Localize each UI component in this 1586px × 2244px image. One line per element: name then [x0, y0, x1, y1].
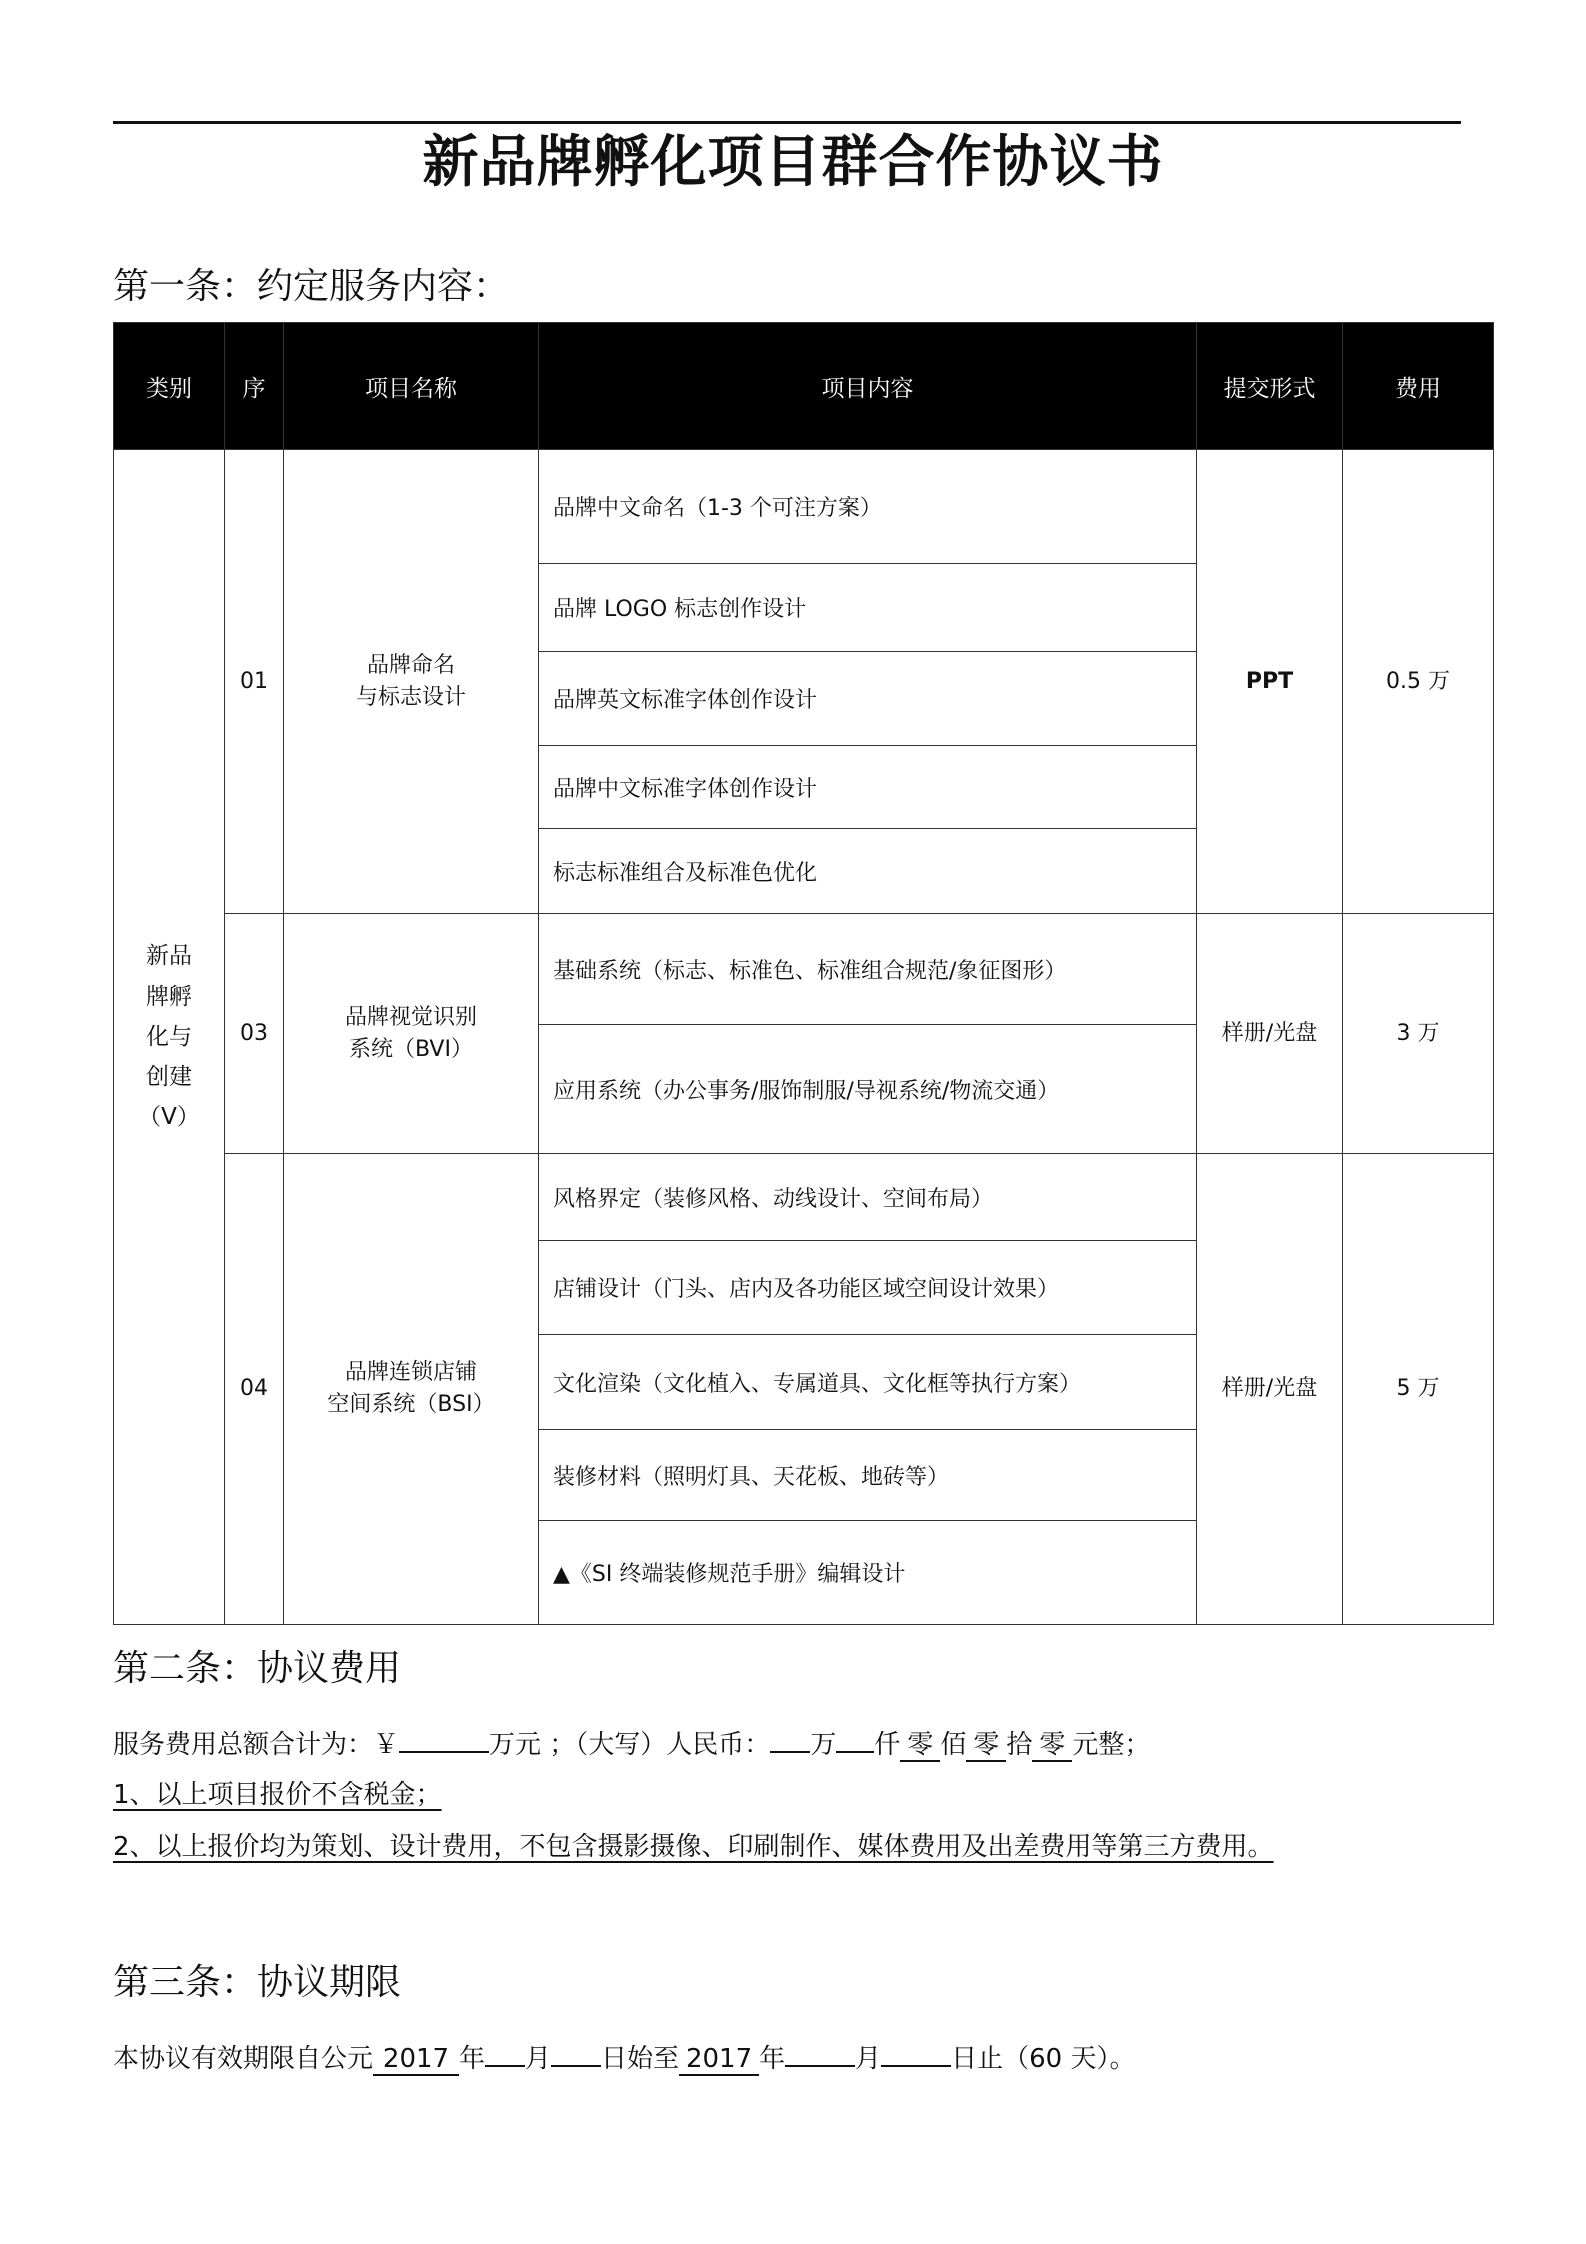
content-item: 标志标准组合及标准色优化: [539, 829, 1197, 914]
bai-label: 佰: [940, 1730, 967, 1760]
term-line: [113, 2038, 1135, 2076]
header-format: 提交形式: [1197, 323, 1343, 450]
table-row: [114, 450, 1494, 564]
project-name-line: 品牌连锁店铺: [344, 1360, 477, 1386]
nian-label: 年: [459, 2044, 486, 2074]
fee-amount-blank: [399, 1751, 489, 1753]
project-name-line: 系统（BVI）: [349, 1036, 473, 1062]
nian-label: 年: [759, 2044, 786, 2074]
fee-unit: 万元: [489, 1730, 542, 1760]
category-line: 新品: [146, 943, 192, 970]
section3-heading: 第三条：协议期限: [113, 1962, 402, 2003]
table-row: [114, 914, 1494, 1025]
end-year: 2017: [679, 2045, 759, 2076]
wan-label: 万: [810, 1730, 837, 1760]
format-cell: 样册/光盘: [1197, 1154, 1343, 1625]
content-item: 装修材料（照明灯具、天花板、地砖等）: [539, 1430, 1197, 1521]
yuan-value: 零: [1032, 1731, 1072, 1762]
content-item: 基础系统（标志、标准色、标准组合规范/象征图形）: [539, 914, 1197, 1025]
section2-heading: 第二条：协议费用: [113, 1648, 402, 1689]
qian-blank: [836, 1751, 874, 1753]
category-line: 化与: [146, 1023, 192, 1050]
seq-cell: 03: [225, 914, 284, 1154]
content-item: 店铺设计（门头、店内及各功能区域空间设计效果）: [539, 1241, 1197, 1335]
content-item: 应用系统（办公事务/服饰制服/导视系统/物流交通）: [539, 1025, 1197, 1154]
table-row: [114, 1154, 1494, 1241]
content-item: 品牌中文标准字体创作设计: [539, 746, 1197, 829]
project-name-cell: [284, 1154, 539, 1625]
content-item: 文化渲染（文化植入、专属道具、文化框等执行方案）: [539, 1335, 1197, 1430]
end-day-blank: [881, 2065, 951, 2067]
category-line: 牌孵: [146, 983, 192, 1010]
fee-total-line: [113, 1724, 1150, 1762]
shi-value: 零: [966, 1731, 1006, 1762]
project-name-cell: [284, 450, 539, 914]
content-item: 品牌 LOGO 标志创作设计: [539, 564, 1197, 652]
project-name-line: 与标志设计: [355, 684, 466, 710]
content-item: 品牌中文命名（1-3 个可注方案）: [539, 450, 1197, 564]
start-suffix: 日始至: [601, 2044, 680, 2074]
table-header-row: [114, 323, 1494, 450]
project-name-cell: [284, 914, 539, 1154]
fee-cell: 5 万: [1343, 1154, 1494, 1625]
yue-label: 月: [525, 2044, 552, 2074]
yuan-zheng-label: 元整；: [1072, 1730, 1151, 1760]
fee-daxie-label: ；（大写）人民币：: [549, 1730, 771, 1760]
category-cell: [114, 450, 225, 1625]
yue-label: 月: [855, 2044, 882, 2074]
header-seq: 序: [225, 323, 284, 450]
wan-blank: [770, 1751, 810, 1753]
header-name: 项目名称: [284, 323, 539, 450]
shi-label: 拾: [1006, 1730, 1033, 1760]
term-prefix: 本协议有效期限自公元: [113, 2044, 374, 2074]
qian-label: 仟: [874, 1730, 901, 1760]
section1-heading: 第一条：约定服务内容：: [113, 266, 510, 307]
start-month-blank: [485, 2065, 525, 2067]
category-line: （V）: [138, 1104, 200, 1131]
content-item: 风格界定（装修风格、动线设计、空间布局）: [539, 1154, 1197, 1241]
start-year: 2017: [373, 2045, 459, 2076]
header-content: 项目内容: [539, 323, 1197, 450]
project-name-line: 品牌命名: [366, 652, 455, 678]
header-fee: 费用: [1343, 323, 1494, 450]
format-cell: 样册/光盘: [1197, 914, 1343, 1154]
document-title: 新品牌孵化项目群合作协议书: [422, 130, 1164, 195]
bai-value: 零: [900, 1731, 940, 1762]
fee-cell: 0.5 万: [1343, 450, 1494, 914]
content-item: 品牌英文标准字体创作设计: [539, 652, 1197, 746]
format-cell: PPT: [1197, 450, 1343, 914]
service-table: [113, 322, 1494, 1625]
end-month-blank: [785, 2065, 855, 2067]
fee-note-2: 2、以上报价均为策划、设计费用，不包含摄影摄像、印刷制作、媒体费用及出差费用等第三方费用。: [113, 1832, 1274, 1862]
header-category: 类别: [114, 323, 225, 450]
seq-cell: 01: [225, 450, 284, 914]
fee-total-label: 服务费用总额合计为：￥: [113, 1730, 400, 1760]
end-suffix: 日止（60 天）。: [951, 2044, 1136, 2074]
fee-note-1: 1、以上项目报价不含税金；: [113, 1780, 442, 1810]
content-item: ▲《SI 终端装修规范手册》编辑设计: [539, 1521, 1197, 1625]
start-day-blank: [551, 2065, 601, 2067]
project-name-line: 品牌视觉识别: [344, 1004, 477, 1030]
fee-cell: 3 万: [1343, 914, 1494, 1154]
category-line: 创建: [146, 1064, 192, 1091]
project-name-line: 空间系统（BSI）: [327, 1392, 495, 1417]
seq-cell: 04: [225, 1154, 284, 1625]
